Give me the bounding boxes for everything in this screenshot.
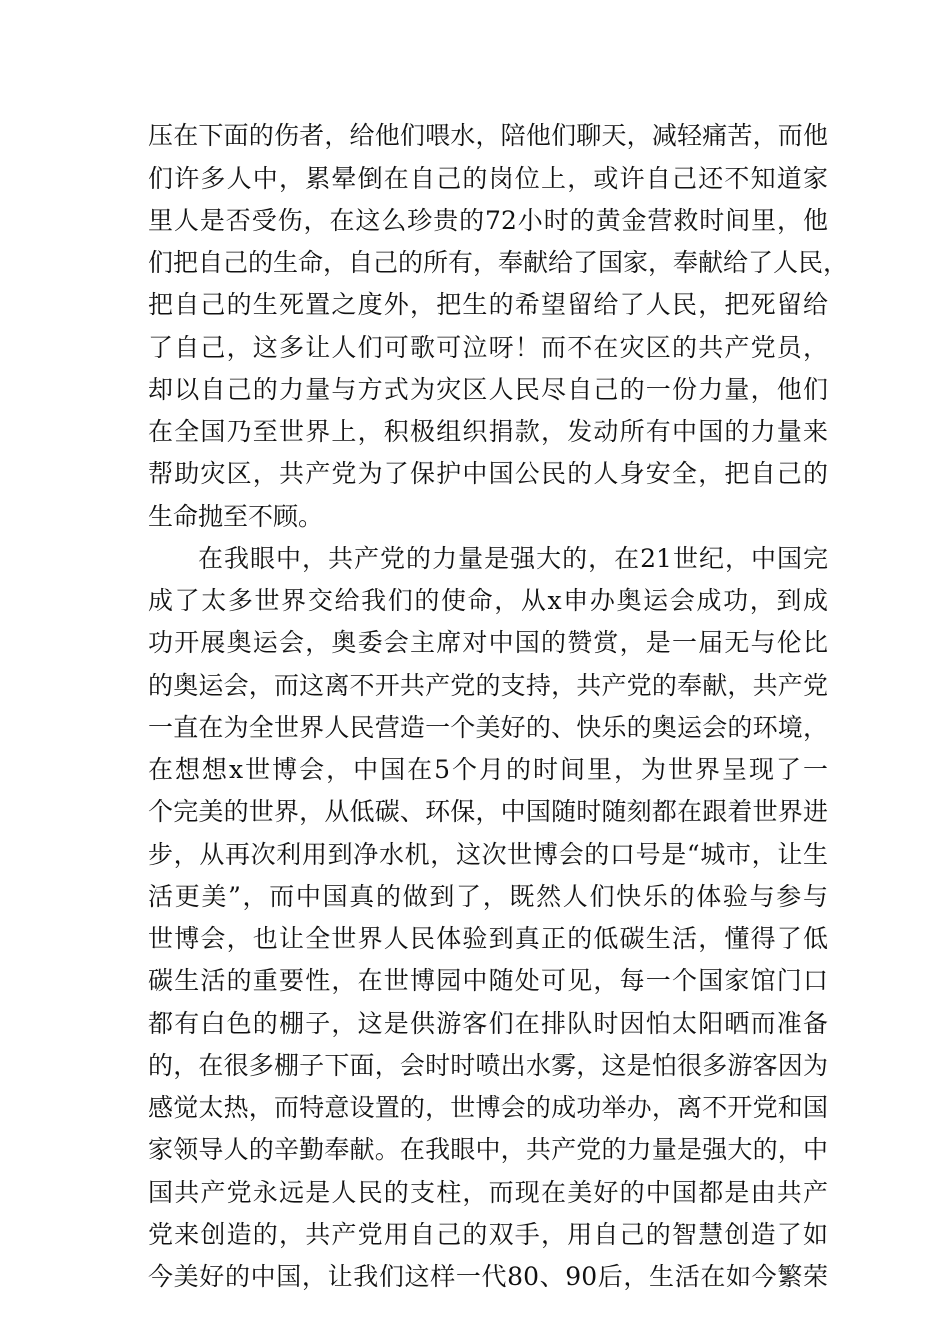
text-line: 国共产党永远是人民的支柱，而现在美好的中国都是由共产	[148, 1178, 828, 1207]
text-line: 感觉太热，而特意设置的，世博会的成功举办，离不开党和国	[148, 1093, 828, 1122]
text-line: 家领导人的辛勤奉献。在我眼中，共产党的力量是强大的，中	[148, 1135, 828, 1164]
text-line: 在我眼中，共产党的力量是强大的，在21世纪，中国完	[198, 544, 828, 573]
text-line: 都有白色的棚子，这是供游客们在排队时因怕太阳晒而准备	[148, 1009, 828, 1038]
text-line: 们把自己的生命，自己的所有，奉献给了国家，奉献给了人民，	[148, 248, 849, 277]
text-line: 一直在为全世界人民营造一个美好的、快乐的奥运会的环境，	[148, 713, 828, 742]
text-line: 党来创造的，共产党用自己的双手，用自己的智慧创造了如	[148, 1220, 828, 1249]
text-line: 帮助灾区，共产党为了保护中国公民的人身安全，把自己的	[148, 459, 828, 488]
text-line: 们许多人中，累晕倒在自己的岗位上，或许自己还不知道家	[148, 164, 828, 193]
text-line: 碳生活的重要性，在世博园中随处可见，每一个国家馆门口	[148, 966, 828, 995]
text-line: 活更美”，而中国真的做到了，既然人们快乐的体验与参与	[148, 882, 828, 911]
text-line: 压在下面的伤者，给他们喂水，陪他们聊天，减轻痛苦，而他	[148, 121, 828, 150]
text-line: 步，从再次利用到净水机，这次世博会的口号是“城市，让生	[148, 840, 828, 869]
text-line: 里人是否受伤，在这么珍贵的72小时的黄金营救时间里，他	[148, 206, 828, 235]
text-line: 的，在很多棚子下面，会时时喷出水雾，这是怕很多游客因为	[148, 1051, 828, 1080]
text-line: 在想想x世博会，中国在5个月的时间里，为世界呈现了一	[148, 755, 828, 784]
text-line: 功开展奥运会，奥委会主席对中国的赞赏，是一届无与伦比	[148, 628, 828, 657]
text-line: 今美好的中国，让我们这样一代80、90后，生活在如今繁荣	[148, 1262, 828, 1291]
text-line: 世博会，也让全世界人民体验到真正的低碳生活，懂得了低	[148, 924, 828, 953]
text-line: 成了太多世界交给我们的使命，从x申办奥运会成功，到成	[148, 586, 828, 615]
text-line: 的奥运会，而这离不开共产党的支持，共产党的奉献，共产党	[148, 671, 828, 700]
text-line: 把自己的生死置之度外，把生的希望留给了人民，把死留给	[148, 290, 828, 319]
text-line: 在全国乃至世界上，积极组织捐款，发动所有中国的力量来	[148, 417, 828, 446]
text-line: 了自己，这多让人们可歌可泣呀！而不在灾区的共产党员，	[148, 333, 828, 362]
text-line: 生命抛至不顾。	[148, 502, 324, 531]
text-line: 却以自己的力量与方式为灾区人民尽自己的一份力量，他们	[148, 375, 828, 404]
text-line: 个完美的世界，从低碳、环保，中国随时随刻都在跟着世界进	[148, 797, 828, 826]
